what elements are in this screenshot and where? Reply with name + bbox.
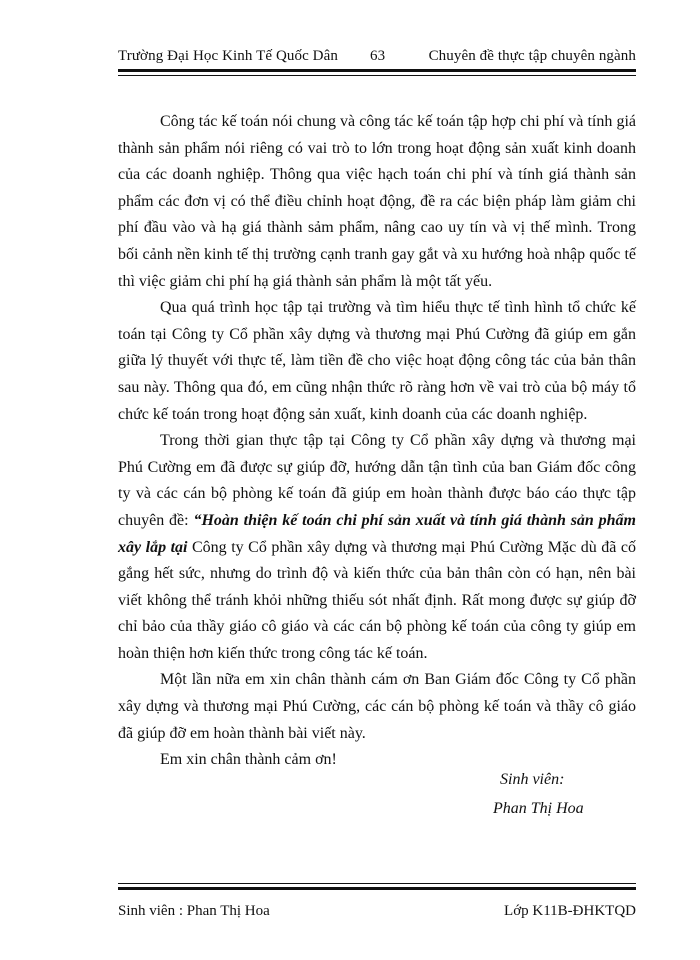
header-rule-thin — [118, 75, 636, 76]
body-text — [118, 109, 636, 774]
footer-rule-thin — [118, 883, 636, 884]
report-title: “Hoàn thiện kế toán chi phí sản xuất và tính giá thành sản phẩm xây lắp tại — [118, 511, 637, 556]
footer-class: Lớp K11B-ĐHKTQD — [504, 903, 636, 919]
signature-role: Sinh viên: — [500, 771, 565, 788]
footer-rule-thick — [118, 887, 636, 890]
paragraph-3 — [118, 428, 636, 667]
paragraph-1: Công tác kế toán nói chung và công tác kế toán tập hợp chi phí và tính giá thành sản phẩm nói riêng có vai trò to lớn trong hoạt động sản xuất kinh doanh của các doanh nghiệp. Thông qua việc hạch toán chi phí và tính giá thành sản phẩm các đơn vị có thể điều chỉnh hoạt động, đề ra các biện pháp làm giảm chi phí đầu vào và hạ giá thành sảm phẩm, nâng cao uy tín và vị thế mình. Trong bối cảnh nền kinh tế thị trường cạnh tranh gay gắt và xu hướng hoà nhập quốc tế thì việc giảm chi phí hạ giá thành sản phẩm là một tất yếu. — [118, 113, 636, 290]
header-report-type: Chuyên đề thực tập chuyên ngành — [428, 48, 636, 64]
header-rule-thick — [118, 69, 636, 72]
paragraph-3-intro: Trong thời gian thực tập tại Công ty Cổ phần xây dựng và thương mại Phú Cường em đã được sự giúp đỡ, hướng dẫn tận tình của ban Giám đốc công ty và các cán bộ phòng kế toán đã giúp em hoàn thành được báo cáo thực tập chuyên đề: — [118, 432, 636, 529]
signature-name: Phan Thị Hoa — [493, 800, 584, 817]
header-page-number: 63 — [370, 48, 386, 64]
paragraph-4: Một lần nữa em xin chân thành cám ơn Ban Giám đốc Công ty Cổ phần xây dựng và thương mại Phú Cường, các cán bộ phòng kế toán và thầy cô giáo đã giúp đỡ em hoàn thành bài viết này. — [118, 671, 636, 742]
paragraph-2: Qua quá trình học tập tại trường và tìm hiểu thực tế tình hình tổ chức kế toán tại Công ty Cổ phần xây dựng và thương mại Phú Cường đã giúp em gắn giữa lý thuyết với thực tế, làm tiền đề cho việc hoạt động công tác của bản thân sau này. Thông qua đó, em cũng nhận thức rõ ràng hơn về vai trò của bộ máy tổ chức kế toán trong hoạt động sản xuất, kinh doanh của các doanh nghiệp. — [118, 299, 636, 423]
paragraph-3-rest: Công ty Cổ phần xây dựng và thương mại Phú Cường Mặc dù đã cố gắng hết sức, nhưng do trình độ và kiến thức của bản thân còn có hạn, nên bài viết không thể tránh khỏi những thiếu sót nhất định. Rất mong được sự giúp đỡ chỉ bảo của thầy giáo cô giáo và các cán bộ phòng kế toán của công ty giúp em hoàn thiện hơn kiến thức trong công tác kế toán. — [118, 538, 637, 662]
footer-student: Sinh viên : Phan Thị Hoa — [118, 903, 270, 919]
header-school: Trường Đại Học Kinh Tế Quốc Dân — [118, 48, 338, 64]
closing-line: Em xin chân thành cảm ơn! — [160, 751, 337, 769]
